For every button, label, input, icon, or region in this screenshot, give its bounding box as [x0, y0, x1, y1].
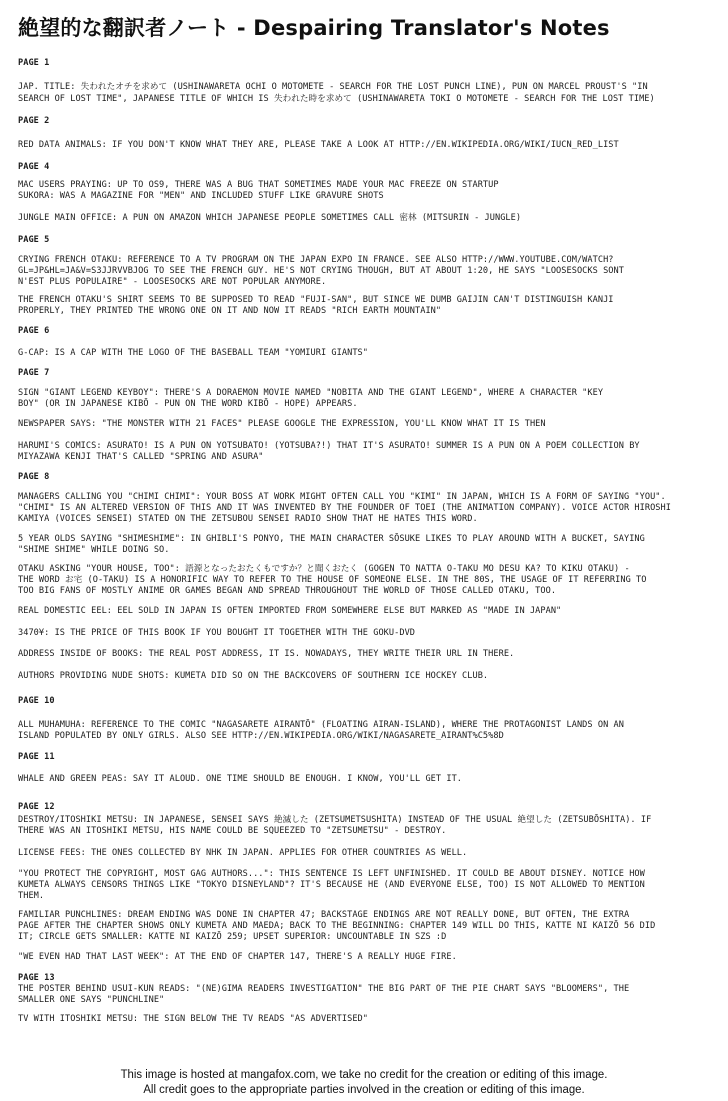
note-line: THERE WAS AN ITOSHIKI METSU, HIS NAME COULD BE SQUEEZED TO "ZETSUMETSU" - DESTROY. — [18, 826, 447, 836]
note-line: G-CAP: IS A CAP WITH THE LOGO OF THE BASEBALL TEAM "YOMIURI GIANTS" — [18, 348, 368, 358]
page-section-header: PAGE 11 — [18, 752, 55, 762]
page-section-header: PAGE 5 — [18, 235, 50, 245]
note-line: SIGN "GIANT LEGEND KEYBOY": THERE'S A DORAEMON MOVIE NAMED "NOBITA AND THE GIANT LEGEND", WHERE A CHARACTER "KEY — [18, 388, 604, 398]
note-line: SUKORA: WAS A MAGAZINE FOR "MEN" AND INCLUDED STUFF LIKE GRAVURE SHOTS — [18, 191, 384, 201]
note-line: IT; CIRCLE GETS SMALLER: KATTE NI KAIZŌ 259; UPSET SUPERIOR: UNCOUNTABLE IN SZS :D — [18, 932, 447, 942]
note-line: N'EST PLUS POPULAIRE" - LOOSESOCKS ARE NOT POPULAR ANYMORE. — [18, 277, 327, 287]
note-line: "CHIMI" IS AN ALTERED VERSION OF THIS AND IT WAS INVENTED BY THE FOUNDER OF TOEI (THE ANIMATION COMPANY). VOICE ACTOR HIROSHI — [18, 503, 671, 513]
note-line: RED DATA ANIMALS: IF YOU DON'T KNOW WHAT THEY ARE, PLEASE TAKE A LOOK AT HTTP://EN.WIKIPEDIA.ORG/WIKI/IUCN_RED_LIST — [18, 140, 619, 150]
page-title: 絶望的な翻訳者ノート - Despairing Translator's Notes — [18, 16, 610, 40]
hosting-credit-footer — [0, 1068, 728, 1098]
page-section-header: PAGE 8 — [18, 472, 50, 482]
page-section-header: PAGE 1 — [18, 58, 50, 68]
note-line: GL=JP&HL=JA&V=S3JJRVVBJOG TO SEE THE FRENCH GUY. HE'S NOT CRYING THOUGH, BUT AT ABOUT 1:20, HE SAYS "LOOSESOCKS SONT — [18, 266, 624, 276]
page-section-header: PAGE 4 — [18, 162, 50, 172]
note-line: JAP. TITLE: 失われたオチを求めて (USHINAWARETA OCHI O MOTOMETE - SEARCH FOR THE LOST PUNCH LINE), PUN ON MARCEL PROUST'S "IN — [18, 82, 648, 92]
note-line: SMALLER ONE SAYS "PUNCHLINE" — [18, 995, 165, 1005]
note-line: SEARCH OF LOST TIME", JAPANESE TITLE OF WHICH IS 失われた時を求めて (USHINAWARETA TOKI O MOTOMETE - SEARCH FOR THE LOST TIME) — [18, 94, 655, 104]
note-line: 3470¥: IS THE PRICE OF THIS BOOK IF YOU BOUGHT IT TOGETHER WITH THE GOKU-DVD — [18, 628, 416, 638]
note-line: ISLAND POPULATED BY ONLY GIRLS. ALSO SEE HTTP://EN.WIKIPEDIA.ORG/WIKI/NAGASARETE_AIRANT%C5%8D — [18, 731, 504, 741]
note-line: PROPERLY, THEY PRINTED THE WRONG ONE ON IT AND NOW IT READS "RICH EARTH MOUNTAIN" — [18, 306, 442, 316]
note-line: AUTHORS PROVIDING NUDE SHOTS: KUMETA DID SO ON THE BACKCOVERS OF SOUTHERN ICE HOCKEY CLUB. — [18, 671, 489, 681]
note-line: "WE EVEN HAD THAT LAST WEEK": AT THE END OF CHAPTER 147, THERE'S A REALLY HUGE FIRE. — [18, 952, 457, 962]
note-line: MIYAZAWA KENJI THAT'S CALLED "SPRING AND ASURA" — [18, 452, 264, 462]
note-line: FAMILIAR PUNCHLINES: DREAM ENDING WAS DONE IN CHAPTER 47; BACKSTAGE ENDINGS ARE NOT REALLY DONE, BUT OFTEN, THE EXTRA — [18, 910, 630, 920]
page-section-header: PAGE 12 — [18, 802, 55, 812]
note-line: TOO BIG FANS OF MOSTLY ANIME OR GAMES BEGAN AND SPREAD THROUGHOUT THE WORLD OF THOSE CALLED OTAKU, TOO. — [18, 586, 557, 596]
note-line: WHALE AND GREEN PEAS: SAY IT ALOUD. ONE TIME SHOULD BE ENOUGH. I KNOW, YOU'LL GET IT. — [18, 774, 463, 784]
note-line: TV WITH ITOSHIKI METSU: THE SIGN BELOW THE TV READS "AS ADVERTISED" — [18, 1014, 368, 1024]
note-line: KAMIYA (VOICES SENSEI) STATED ON THE ZETSUBOU SENSEI RADIO SHOW THAT HE HATES THIS WORD. — [18, 514, 478, 524]
note-line: THE FRENCH OTAKU'S SHIRT SEEMS TO BE SUPPOSED TO READ "FUJI-SAN", BUT SINCE WE DUMB GAIJIN CAN'T DISTINGUISH KANJI — [18, 295, 614, 305]
note-line: MAC USERS PRAYING: UP TO OS9, THERE WAS A BUG THAT SOMETIMES MADE YOUR MAC FREEZE ON STARTUP — [18, 180, 499, 190]
note-line: "YOU PROTECT THE COPYRIGHT, MOST GAG AUTHORS...": THIS SENTENCE IS LEFT UNFINISHED. IT COULD BE ABOUT DISNEY. NOTICE HOW — [18, 869, 645, 879]
note-line: REAL DOMESTIC EEL: EEL SOLD IN JAPAN IS OFTEN IMPORTED FROM SOMEWHERE ELSE BUT MARKED AS "MADE IN JAPAN" — [18, 606, 562, 616]
footer-line-2: All credit goes to the appropriate parties involved in the creation or editing of this image. — [143, 1084, 585, 1096]
page-section-header: PAGE 6 — [18, 326, 50, 336]
note-line: HARUMI'S COMICS: ASURATO! IS A PUN ON YOTSUBATO! (YOTSUBA?!) THAT IT'S ASURATO! SUMMER IS A PUN ON A POEM COLLECTION BY — [18, 441, 640, 451]
note-line: THEM. — [18, 891, 45, 901]
note-line: THE WORD お宅 (O-TAKU) IS A HONORIFIC WAY TO REFER TO THE HOUSE OF SOMEONE ELSE. IN THE 80S, THE USAGE OF IT REFERRING TO — [18, 575, 647, 585]
note-line: ADDRESS INSIDE OF BOOKS: THE REAL POST ADDRESS, IT IS. NOWADAYS, THEY WRITE THEIR URL IN THERE. — [18, 649, 515, 659]
note-line: JUNGLE MAIN OFFICE: A PUN ON AMAZON WHICH JAPANESE PEOPLE SOMETIMES CALL 密林 (MITSURIN - JUNGLE) — [18, 213, 522, 223]
note-line: DESTROY/ITOSHIKI METSU: IN JAPANESE, SENSEI SAYS 絶滅した (ZETSUMETSUSHITA) INSTEAD OF THE USUAL 絶望した (ZETSUBŌSHITA). IF — [18, 815, 652, 825]
page-section-header: PAGE 13 — [18, 973, 55, 983]
note-line: 5 YEAR OLDS SAYING "SHIMESHIME": IN GHIBLI'S PONYO, THE MAIN CHARACTER SŌSUKE LIKES TO PLAY AROUND WITH A BUCKET, SAYING — [18, 534, 645, 544]
note-line: OTAKU ASKING "YOUR HOUSE, TOO": 語源となったおたくもですか？と聞くおたく (GOGEN TO NATTA O-TAKU MO DESU KA? TO KIKU OTAKU) - — [18, 564, 630, 574]
page-section-header: PAGE 2 — [18, 116, 50, 126]
note-line: NEWSPAPER SAYS: "THE MONSTER WITH 21 FACES" PLEASE GOOGLE THE EXPRESSION, YOU'LL KNOW WHAT IT IS THEN — [18, 419, 546, 429]
note-line: MANAGERS CALLING YOU "CHIMI CHIMI": YOUR BOSS AT WORK MIGHT OFTEN CALL YOU "KIMI" IN JAPAN, WHICH IS A FORM OF SAYING "YOU". — [18, 492, 666, 502]
note-line: LICENSE FEES: THE ONES COLLECTED BY NHK IN JAPAN. APPLIES FOR OTHER COUNTRIES AS WELL. — [18, 848, 468, 858]
page-section-header: PAGE 10 — [18, 696, 55, 706]
page-section-header: PAGE 7 — [18, 368, 50, 378]
note-line: CRYING FRENCH OTAKU: REFERENCE TO A TV PROGRAM ON THE JAPAN EXPO IN FRANCE. SEE ALSO HTTP://WWW.YOUTUBE.COM/WATCH? — [18, 255, 614, 265]
note-line: "SHIME SHIME" WHILE DOING SO. — [18, 545, 170, 555]
note-line: PAGE AFTER THE CHAPTER SHOWS ONLY KUMETA AND MAEDA; BACK TO THE BEGINNING: CHAPTER 149 WILL DO THIS, KATTE NI KAIZŌ 56 DID — [18, 921, 656, 931]
note-line: THE POSTER BEHIND USUI-KUN READS: "(NE)GIMA READERS INVESTIGATION" THE BIG PART OF THE PIE CHART SAYS "BLOOMERS", THE — [18, 984, 630, 994]
note-line: KUMETA ALWAYS CENSORS THINGS LIKE "TOKYO DISNEYLAND"? IT'S BECAUSE HE (AND EVERYONE ELSE, TOO) IS NOT ALLOWED TO MENTION — [18, 880, 645, 890]
note-line: BOY" (OR IN JAPANESE KIBŌ - PUN ON THE WORD KIBŌ - HOPE) APPEARS. — [18, 399, 358, 409]
footer-line-1: This image is hosted at mangafox.com, we take no credit for the creation or editing of this image. — [120, 1069, 608, 1081]
note-line: ALL MUHAMUHA: REFERENCE TO THE COMIC "NAGASARETE AIRANTŌ" (FLOATING AIRAN-ISLAND), WHERE THE PROTAGONIST LANDS ON AN — [18, 720, 624, 730]
